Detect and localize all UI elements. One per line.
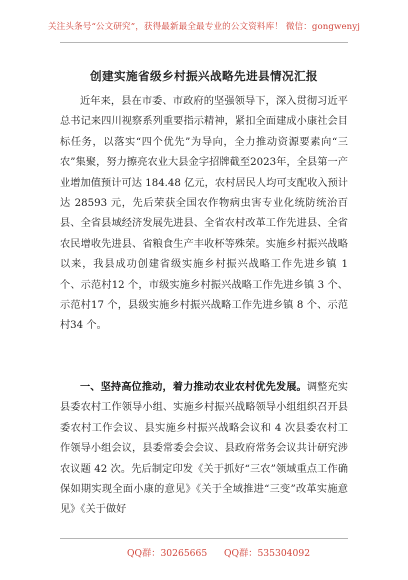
section-1-body: 调整充实县委农村工作领导小组、实施乡村振兴战略领导小组组织召开县委农村工作会议、县实施乡村振兴战略会议和 4 次县委农村工作领导小组会议，县委常委会会议、县政府常务会议共计研究涉农议题 42 次。先后制定印发《关于抓好“三农”领域重点工作确保如期实现全面小康的意见》《关于全域推进“三变”改革实施意见》《关于做好 [60, 382, 348, 516]
document-title: 创建实施省级乡村振兴战略先进县情况汇报 [90, 69, 318, 83]
footer-divider [60, 538, 348, 539]
footer [0, 545, 408, 559]
top-banner: 关注头条号“公文研究”，获得最新最全最专业的公文资料库！ 微信：gongwenyj [47, 22, 361, 32]
header-divider [60, 42, 348, 43]
footer-qq-group-1: QQ群：30265665 [127, 548, 208, 559]
paragraph-section-1 [60, 377, 348, 521]
footer-qq-group-2: QQ群：535304092 [224, 548, 311, 559]
section-1-heading: 一、坚持高位推动，着力推动农业农村优先发展。 [80, 381, 307, 393]
paragraph-intro: 近年来，县在市委、市政府的坚强领导下，深入贯彻习近平总书记来四川视察系列重要指示精神，紧扣全面建成小康社会目标任务，以落实“四个优先”为导向，全力推动资源要素向“三农”集聚，努力擦亮农业大县金字招牌截至2023年，全县第一产业增加值预计可达 184.48 亿元，农村居民人均可支配收入预计达 28593 元，先后荣获全国农作物病虫害专业化统防统治百县、全省县域经济发展先进县、全省农村改革工作先进县、全省农民增收先进县、省粮食生产丰收杯等殊荣。实施乡村振兴战略以来，我县成功创建省级实施乡村振兴战略工作先进乡镇 1 个、示范村12 个，市级实施乡村振兴战略工作先进乡镇 3 个、示范村17 个，县级实施乡村振兴战略工作先进乡镇 8 个、示范村34 个。 [60, 96, 348, 332]
